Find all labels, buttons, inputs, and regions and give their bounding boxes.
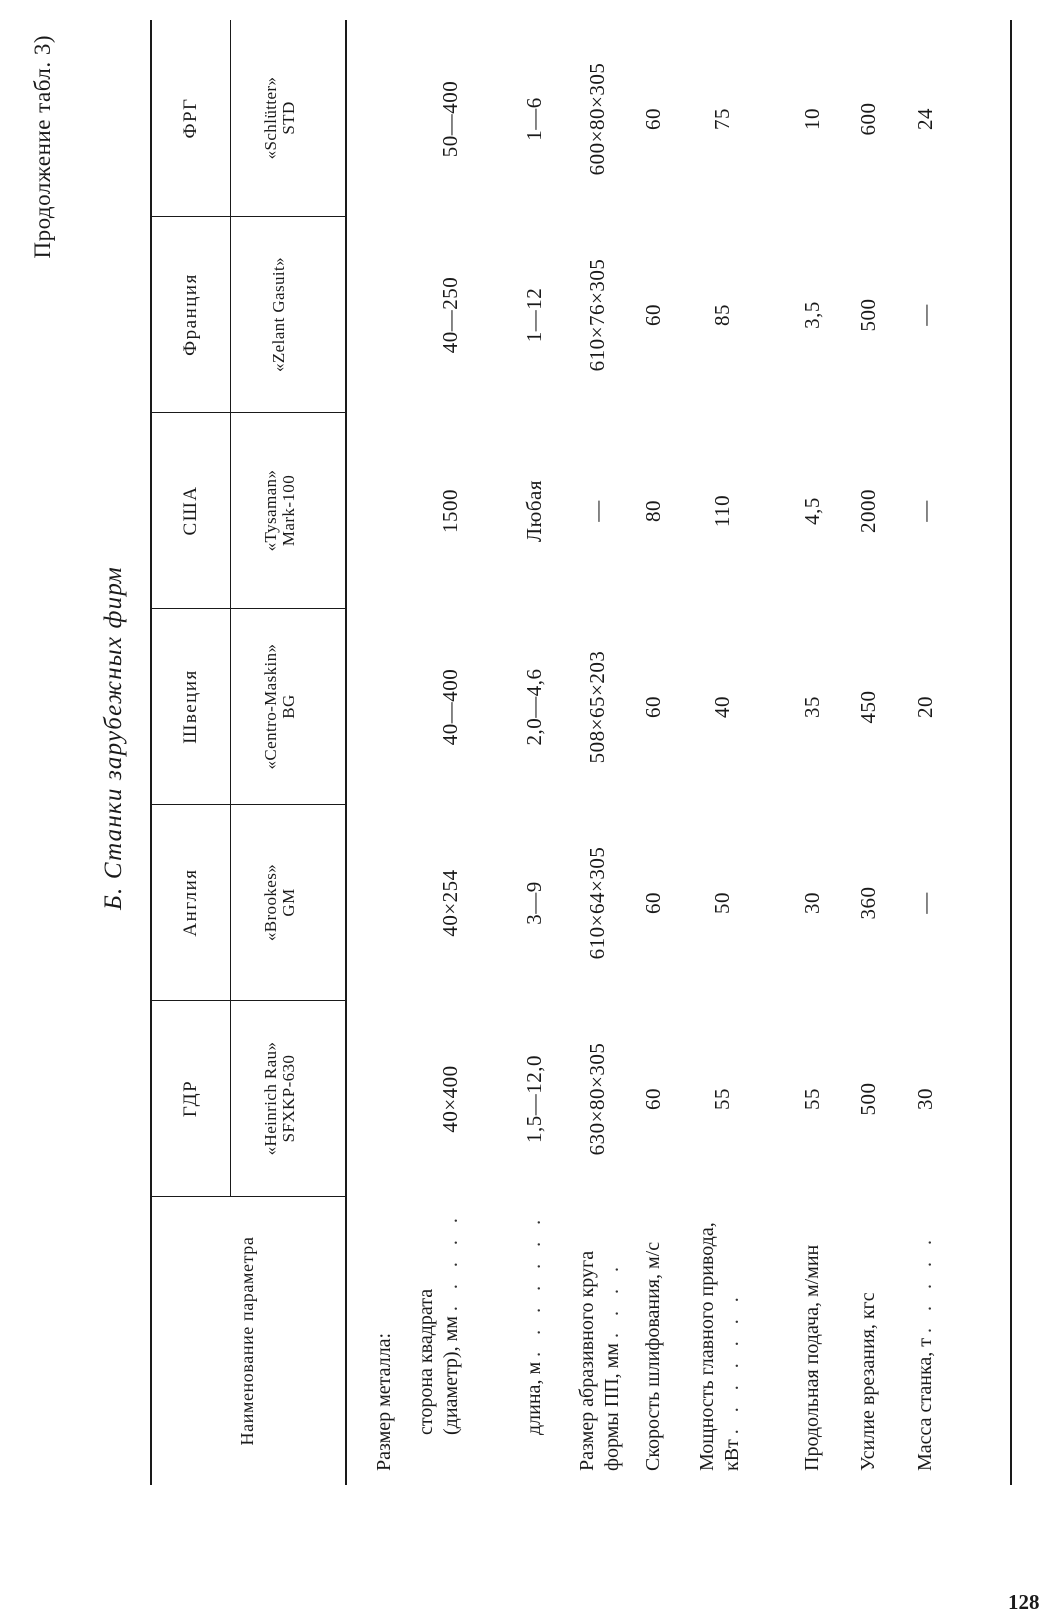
model-name: «Tysaman» (261, 469, 280, 552)
table-cell: 40—400 (438, 668, 462, 746)
leader-dots: . . . . . . . (523, 1213, 545, 1357)
table-cell: 60 (641, 1088, 665, 1110)
table-cell: 40 (710, 696, 734, 718)
table-cell: 20 (913, 696, 937, 718)
table-cell: 3,5 (800, 301, 824, 329)
param-label (641, 1201, 666, 1471)
param-column-header: Наименование параметра (237, 1236, 257, 1446)
model-header (270, 217, 288, 412)
param-label (856, 1201, 881, 1471)
country-header: ГДР (180, 1079, 201, 1118)
table-cell: 40—250 (438, 276, 462, 354)
leader-dots: . . . . . . . (721, 1291, 743, 1435)
param-label (414, 1200, 464, 1435)
table-cell: 10 (800, 108, 824, 130)
table-cell: 3—9 (522, 881, 546, 925)
table-cell: 600 (856, 102, 880, 136)
table-cell: 2,0—4,6 (522, 668, 546, 746)
table-cell: 75 (710, 108, 734, 130)
leader-dots: . . . . . (914, 1233, 936, 1333)
table-cell: 60 (641, 892, 665, 914)
table-cell: — (913, 500, 937, 522)
leader-dots: . . . . . (440, 1212, 462, 1312)
model-code: SFXKP-630 (279, 1054, 298, 1143)
table-cell: — (913, 892, 937, 914)
header-divider (345, 20, 347, 1485)
table-cell: 35 (800, 696, 824, 718)
table-cell: 500 (856, 1082, 880, 1116)
param-text: Продольная подача, м/мин (801, 1244, 823, 1471)
model-name: «Heinrich Rau» (261, 1041, 280, 1156)
table-cell: 60 (641, 108, 665, 130)
model-header (262, 413, 298, 608)
table-cell: 360 (856, 886, 880, 920)
table-cell: 450 (856, 690, 880, 724)
param-label (695, 1201, 745, 1471)
table-cell: 1—12 (522, 287, 546, 343)
model-name: «Zelant Gasuit» (269, 256, 288, 373)
country-header: ФРГ (180, 97, 201, 139)
table-cell: 1—6 (522, 97, 546, 141)
group-label: Размер металла: (373, 1332, 395, 1471)
model-header (262, 1001, 298, 1196)
param-label (575, 1201, 625, 1471)
table-cell: 600×80×305 (585, 62, 609, 176)
model-code: Mark-100 (279, 474, 298, 547)
model-name: «Schlütter» (261, 76, 280, 160)
param-label (800, 1201, 825, 1471)
leader-dots: . . . . (601, 1261, 623, 1339)
table-cell: — (913, 304, 937, 326)
table-cell: 1500 (438, 489, 462, 533)
table-cell: 55 (710, 1088, 734, 1110)
table-cell: 24 (913, 108, 937, 130)
param-label (522, 1200, 547, 1435)
page-number: 128 (1008, 1590, 1040, 1614)
section-title: Б. Станки зарубежных фирм (100, 566, 127, 910)
param-text: Усилие врезания, кгс (857, 1292, 879, 1471)
table-cell: 60 (641, 696, 665, 718)
table-cell: 50—400 (438, 80, 462, 158)
table-cell: 50 (710, 892, 734, 914)
model-name: «Centro-Maskin» (261, 643, 280, 770)
model-name: «Brookes» (261, 863, 280, 942)
param-text: Скорость шлифования, м/с (642, 1241, 664, 1471)
table-cell: 500 (856, 298, 880, 332)
table-cell: 2000 (856, 489, 880, 533)
table-bottom-rule (1010, 20, 1012, 1485)
param-text: Масса станка, т (914, 1337, 936, 1471)
table-cell: 630×80×305 (585, 1042, 609, 1156)
model-code: STD (279, 101, 298, 135)
model-header (262, 609, 298, 804)
model-code: BG (279, 694, 298, 719)
table-cell: 40×254 (438, 869, 462, 937)
model-header (262, 805, 298, 1000)
param-text: сторона квадрата (диаметр), мм (415, 1288, 462, 1435)
param-text: Мощность главного привода, кВт (696, 1222, 743, 1471)
table-cell: 610×64×305 (585, 846, 609, 960)
continuation-label: Продолжение табл. 3) (30, 35, 55, 259)
param-label (913, 1201, 938, 1471)
table-cell: — (585, 500, 609, 522)
model-header (262, 20, 298, 216)
table-cell: 60 (641, 304, 665, 326)
table-cell: Любая (522, 479, 546, 543)
table-cell: 80 (641, 500, 665, 522)
table-cell: 40×400 (438, 1065, 462, 1133)
param-text: Размер абразивного круга формы ПП, мм (576, 1250, 623, 1471)
table-cell: 30 (913, 1088, 937, 1110)
table-cell: 508×65×203 (585, 650, 609, 764)
table-cell: 1,5—12,0 (522, 1055, 546, 1143)
table-cell: 110 (710, 494, 734, 528)
country-header: Швеция (180, 669, 201, 744)
table-cell: 55 (800, 1088, 824, 1110)
country-header: США (180, 485, 201, 536)
table-cell: 4,5 (800, 497, 824, 525)
table-cell: 85 (710, 304, 734, 326)
table-cell: 610×76×305 (585, 258, 609, 372)
machines-table (150, 20, 1020, 1485)
table-cell: 30 (800, 892, 824, 914)
country-header: Франция (180, 273, 201, 356)
country-header: Англия (180, 868, 201, 937)
model-code: GM (279, 888, 298, 917)
param-text: длина, м (523, 1361, 545, 1435)
